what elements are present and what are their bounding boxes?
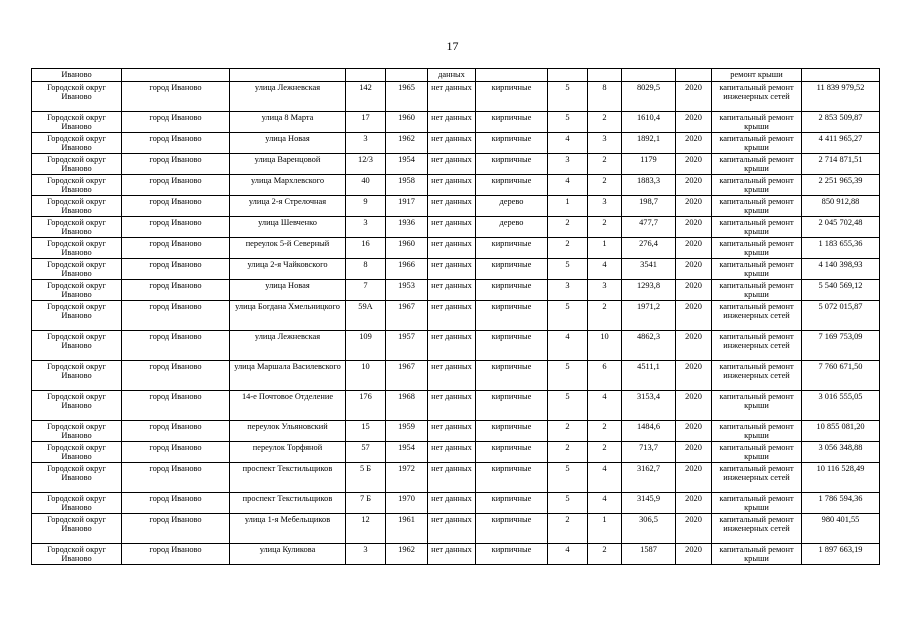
cell-floors: 5 (548, 361, 588, 391)
table-row (32, 196, 880, 217)
cell-street: улица 8 Марта (230, 112, 346, 133)
cell-floors: 4 (548, 544, 588, 565)
cell-cost: 10 116 528,49 (802, 463, 880, 493)
cell-municipality: Городской округ Иваново (32, 238, 122, 259)
cell-wall-material: кирпичные (476, 112, 548, 133)
cell-repair-year: 2020 (676, 442, 712, 463)
table-row (32, 259, 880, 280)
housing-repair-table (31, 68, 880, 565)
cell-cost: 4 411 965,27 (802, 133, 880, 154)
cell-commissioning: нет данных (428, 280, 476, 301)
cell-year-built: 1967 (386, 301, 428, 331)
cell-wall-material: дерево (476, 196, 548, 217)
cell-cost: 1 786 594,36 (802, 493, 880, 514)
cell-repair-year: 2020 (676, 493, 712, 514)
cell-settlement: город Иваново (122, 154, 230, 175)
cell-year-built: 1972 (386, 463, 428, 493)
cell-street: улица Варенцовой (230, 154, 346, 175)
cell-municipality: Городской округ Иваново (32, 301, 122, 331)
cell-commissioning: нет данных (428, 154, 476, 175)
cell-municipality: Городской округ Иваново (32, 82, 122, 112)
cell-work-type: капитальный ремонт крыши (712, 259, 802, 280)
cell-repair-year (676, 69, 712, 82)
cell-year-built: 1965 (386, 82, 428, 112)
table-row (32, 69, 880, 82)
cell-house-number: 15 (346, 421, 386, 442)
cell-street (230, 69, 346, 82)
cell-wall-material: кирпичные (476, 175, 548, 196)
cell-work-type: капитальный ремонт крыши (712, 133, 802, 154)
cell-wall-material: кирпичные (476, 421, 548, 442)
cell-area: 1484,6 (622, 421, 676, 442)
cell-settlement: город Иваново (122, 421, 230, 442)
cell-area: 4862,3 (622, 331, 676, 361)
cell-commissioning: нет данных (428, 493, 476, 514)
cell-floors: 5 (548, 112, 588, 133)
cell-cost: 2 714 871,51 (802, 154, 880, 175)
cell-repair-year: 2020 (676, 280, 712, 301)
cell-repair-year: 2020 (676, 133, 712, 154)
cell-house-number: 3 (346, 544, 386, 565)
cell-municipality: Городской округ Иваново (32, 442, 122, 463)
cell-entrances (588, 69, 622, 82)
cell-cost: 4 140 398,93 (802, 259, 880, 280)
cell-work-type: капитальный ремонт крыши (712, 280, 802, 301)
cell-repair-year: 2020 (676, 463, 712, 493)
cell-settlement (122, 69, 230, 82)
cell-street: переулок 5-й Северный (230, 238, 346, 259)
cell-repair-year: 2020 (676, 196, 712, 217)
cell-repair-year: 2020 (676, 391, 712, 421)
cell-entrances: 3 (588, 133, 622, 154)
cell-settlement: город Иваново (122, 514, 230, 544)
cell-year-built: 1958 (386, 175, 428, 196)
cell-house-number: 8 (346, 259, 386, 280)
cell-work-type: капитальный ремонт крыши (712, 421, 802, 442)
cell-municipality: Городской округ Иваново (32, 217, 122, 238)
cell-entrances: 2 (588, 421, 622, 442)
cell-year-built: 1960 (386, 238, 428, 259)
cell-municipality: Городской округ Иваново (32, 175, 122, 196)
table-row (32, 238, 880, 259)
cell-entrances: 3 (588, 280, 622, 301)
cell-year-built: 1953 (386, 280, 428, 301)
cell-work-type: капитальный ремонт инженерных сетей (712, 463, 802, 493)
cell-area: 1587 (622, 544, 676, 565)
cell-wall-material: кирпичные (476, 238, 548, 259)
cell-area: 3153,4 (622, 391, 676, 421)
cell-municipality: Городской округ Иваново (32, 112, 122, 133)
cell-area: 713,7 (622, 442, 676, 463)
cell-municipality: Иваново (32, 69, 122, 82)
cell-entrances: 2 (588, 301, 622, 331)
cell-repair-year: 2020 (676, 301, 712, 331)
cell-repair-year: 2020 (676, 421, 712, 442)
cell-floors (548, 69, 588, 82)
cell-wall-material: дерево (476, 217, 548, 238)
cell-area: 4511,1 (622, 361, 676, 391)
cell-cost: 11 839 979,52 (802, 82, 880, 112)
cell-area: 198,7 (622, 196, 676, 217)
cell-municipality: Городской округ Иваново (32, 463, 122, 493)
cell-entrances: 2 (588, 154, 622, 175)
cell-commissioning: нет данных (428, 196, 476, 217)
cell-settlement: город Иваново (122, 331, 230, 361)
cell-cost: 850 912,88 (802, 196, 880, 217)
cell-municipality: Городской округ Иваново (32, 259, 122, 280)
cell-floors: 2 (548, 514, 588, 544)
cell-entrances: 2 (588, 544, 622, 565)
cell-repair-year: 2020 (676, 175, 712, 196)
table-row (32, 421, 880, 442)
cell-street: улица Новая (230, 280, 346, 301)
cell-year-built: 1961 (386, 514, 428, 544)
cell-street: проспект Текстильщиков (230, 463, 346, 493)
table-row (32, 391, 880, 421)
cell-area: 1610,4 (622, 112, 676, 133)
table-row (32, 361, 880, 391)
cell-municipality: Городской округ Иваново (32, 391, 122, 421)
cell-house-number: 12 (346, 514, 386, 544)
table-row (32, 301, 880, 331)
table-row (32, 331, 880, 361)
cell-cost: 10 855 081,20 (802, 421, 880, 442)
cell-work-type: капитальный ремонт крыши (712, 112, 802, 133)
table-row (32, 133, 880, 154)
cell-floors: 2 (548, 238, 588, 259)
cell-house-number: 59А (346, 301, 386, 331)
cell-house-number: 17 (346, 112, 386, 133)
cell-repair-year: 2020 (676, 112, 712, 133)
cell-floors: 2 (548, 421, 588, 442)
cell-cost: 1 183 655,36 (802, 238, 880, 259)
cell-area: 3162,7 (622, 463, 676, 493)
cell-house-number: 5 Б (346, 463, 386, 493)
cell-area: 3541 (622, 259, 676, 280)
cell-house-number: 57 (346, 442, 386, 463)
cell-commissioning: нет данных (428, 175, 476, 196)
cell-commissioning: нет данных (428, 361, 476, 391)
cell-year-built: 1960 (386, 112, 428, 133)
cell-wall-material: кирпичные (476, 544, 548, 565)
cell-commissioning: нет данных (428, 391, 476, 421)
table-row (32, 463, 880, 493)
cell-repair-year: 2020 (676, 217, 712, 238)
cell-work-type: капитальный ремонт инженерных сетей (712, 514, 802, 544)
page-number: 17 (446, 39, 459, 53)
table-row (32, 280, 880, 301)
cell-work-type: капитальный ремонт инженерных сетей (712, 331, 802, 361)
cell-settlement: город Иваново (122, 82, 230, 112)
cell-street: улица Лежневская (230, 331, 346, 361)
cell-commissioning: данных (428, 69, 476, 82)
cell-commissioning: нет данных (428, 217, 476, 238)
cell-wall-material: кирпичные (476, 442, 548, 463)
table-row (32, 154, 880, 175)
cell-entrances: 4 (588, 259, 622, 280)
cell-entrances: 1 (588, 238, 622, 259)
cell-work-type: капитальный ремонт крыши (712, 391, 802, 421)
cell-municipality: Городской округ Иваново (32, 280, 122, 301)
cell-work-type: ремонт крыши (712, 69, 802, 82)
cell-floors: 2 (548, 442, 588, 463)
cell-street: улица 2-я Стрелочная (230, 196, 346, 217)
cell-repair-year: 2020 (676, 238, 712, 259)
cell-work-type: капитальный ремонт крыши (712, 238, 802, 259)
cell-floors: 2 (548, 217, 588, 238)
cell-entrances: 4 (588, 493, 622, 514)
cell-floors: 4 (548, 175, 588, 196)
cell-settlement: город Иваново (122, 544, 230, 565)
cell-year-built: 1968 (386, 391, 428, 421)
cell-street: улица Куликова (230, 544, 346, 565)
cell-repair-year: 2020 (676, 361, 712, 391)
cell-repair-year: 2020 (676, 82, 712, 112)
cell-cost: 5 072 015,87 (802, 301, 880, 331)
cell-municipality: Городской округ Иваново (32, 154, 122, 175)
cell-commissioning: нет данных (428, 442, 476, 463)
cell-wall-material: кирпичные (476, 280, 548, 301)
cell-year-built: 1970 (386, 493, 428, 514)
cell-entrances: 3 (588, 196, 622, 217)
cell-municipality: Городской округ Иваново (32, 331, 122, 361)
cell-house-number: 12/3 (346, 154, 386, 175)
cell-street: улица Лежневская (230, 82, 346, 112)
cell-work-type: капитальный ремонт крыши (712, 196, 802, 217)
cell-work-type: капитальный ремонт крыши (712, 442, 802, 463)
cell-work-type: капитальный ремонт инженерных сетей (712, 361, 802, 391)
cell-area: 1179 (622, 154, 676, 175)
cell-year-built: 1966 (386, 259, 428, 280)
cell-year-built: 1954 (386, 442, 428, 463)
cell-settlement: город Иваново (122, 493, 230, 514)
cell-settlement: город Иваново (122, 280, 230, 301)
cell-house-number: 142 (346, 82, 386, 112)
cell-repair-year: 2020 (676, 331, 712, 361)
cell-commissioning: нет данных (428, 331, 476, 361)
cell-wall-material: кирпичные (476, 391, 548, 421)
cell-settlement: город Иваново (122, 391, 230, 421)
cell-year-built: 1962 (386, 544, 428, 565)
cell-entrances: 2 (588, 217, 622, 238)
cell-house-number: 7 (346, 280, 386, 301)
cell-wall-material: кирпичные (476, 463, 548, 493)
cell-wall-material: кирпичные (476, 514, 548, 544)
table-row (32, 175, 880, 196)
cell-floors: 5 (548, 82, 588, 112)
cell-wall-material: кирпичные (476, 493, 548, 514)
cell-entrances: 6 (588, 361, 622, 391)
cell-area: 276,4 (622, 238, 676, 259)
cell-cost: 1 897 663,19 (802, 544, 880, 565)
cell-year-built: 1967 (386, 361, 428, 391)
cell-year-built: 1917 (386, 196, 428, 217)
table-row (32, 514, 880, 544)
cell-area: 1883,3 (622, 175, 676, 196)
cell-settlement: город Иваново (122, 361, 230, 391)
cell-house-number: 109 (346, 331, 386, 361)
table-row (32, 112, 880, 133)
cell-work-type: капитальный ремонт инженерных сетей (712, 82, 802, 112)
cell-commissioning: нет данных (428, 421, 476, 442)
cell-street: улица 1-я Мебельщиков (230, 514, 346, 544)
cell-wall-material: кирпичные (476, 361, 548, 391)
cell-commissioning: нет данных (428, 301, 476, 331)
cell-settlement: город Иваново (122, 301, 230, 331)
cell-wall-material (476, 69, 548, 82)
cell-entrances: 2 (588, 175, 622, 196)
cell-municipality: Городской округ Иваново (32, 421, 122, 442)
cell-house-number: 176 (346, 391, 386, 421)
cell-area: 1293,8 (622, 280, 676, 301)
cell-municipality: Городской округ Иваново (32, 544, 122, 565)
cell-commissioning: нет данных (428, 133, 476, 154)
cell-cost: 980 401,55 (802, 514, 880, 544)
cell-repair-year: 2020 (676, 544, 712, 565)
cell-entrances: 8 (588, 82, 622, 112)
cell-floors: 1 (548, 196, 588, 217)
cell-street: улица Новая (230, 133, 346, 154)
cell-area: 306,5 (622, 514, 676, 544)
cell-settlement: город Иваново (122, 112, 230, 133)
cell-municipality: Городской округ Иваново (32, 361, 122, 391)
cell-cost: 3 056 348,88 (802, 442, 880, 463)
cell-area: 8029,5 (622, 82, 676, 112)
cell-area (622, 69, 676, 82)
cell-floors: 5 (548, 493, 588, 514)
cell-repair-year: 2020 (676, 514, 712, 544)
cell-cost: 2 045 702,48 (802, 217, 880, 238)
cell-house-number: 3 (346, 133, 386, 154)
cell-street: улица 2-я Чайковского (230, 259, 346, 280)
cell-street: улица Мархлевского (230, 175, 346, 196)
cell-street: 14-е Почтовое Отделение (230, 391, 346, 421)
cell-wall-material: кирпичные (476, 259, 548, 280)
cell-entrances: 1 (588, 514, 622, 544)
cell-work-type: капитальный ремонт инженерных сетей (712, 301, 802, 331)
cell-area: 1971,2 (622, 301, 676, 331)
cell-municipality: Городской округ Иваново (32, 514, 122, 544)
cell-work-type: капитальный ремонт крыши (712, 175, 802, 196)
cell-house-number (346, 69, 386, 82)
table-row (32, 217, 880, 238)
cell-entrances: 2 (588, 442, 622, 463)
cell-cost: 2 853 509,87 (802, 112, 880, 133)
cell-year-built: 1957 (386, 331, 428, 361)
cell-street: улица Маршала Василевского (230, 361, 346, 391)
cell-wall-material: кирпичные (476, 331, 548, 361)
cell-year-built: 1962 (386, 133, 428, 154)
cell-cost: 7 169 753,09 (802, 331, 880, 361)
cell-floors: 4 (548, 331, 588, 361)
cell-entrances: 4 (588, 391, 622, 421)
cell-municipality: Городской округ Иваново (32, 133, 122, 154)
cell-floors: 4 (548, 133, 588, 154)
table-row (32, 493, 880, 514)
cell-wall-material: кирпичные (476, 154, 548, 175)
cell-cost: 2 251 965,39 (802, 175, 880, 196)
cell-house-number: 40 (346, 175, 386, 196)
cell-commissioning: нет данных (428, 112, 476, 133)
cell-commissioning: нет данных (428, 463, 476, 493)
cell-cost: 7 760 671,50 (802, 361, 880, 391)
cell-municipality: Городской округ Иваново (32, 196, 122, 217)
cell-work-type: капитальный ремонт крыши (712, 544, 802, 565)
cell-cost: 5 540 569,12 (802, 280, 880, 301)
cell-cost: 3 016 555,05 (802, 391, 880, 421)
cell-entrances: 4 (588, 463, 622, 493)
cell-area: 3145,9 (622, 493, 676, 514)
cell-floors: 3 (548, 280, 588, 301)
cell-settlement: город Иваново (122, 238, 230, 259)
cell-settlement: город Иваново (122, 259, 230, 280)
cell-house-number: 7 Б (346, 493, 386, 514)
cell-settlement: город Иваново (122, 217, 230, 238)
cell-wall-material: кирпичные (476, 301, 548, 331)
cell-year-built: 1959 (386, 421, 428, 442)
cell-year-built (386, 69, 428, 82)
cell-entrances: 10 (588, 331, 622, 361)
cell-municipality: Городской округ Иваново (32, 493, 122, 514)
cell-work-type: капитальный ремонт крыши (712, 154, 802, 175)
cell-street: переулок Торфяной (230, 442, 346, 463)
cell-settlement: город Иваново (122, 175, 230, 196)
cell-commissioning: нет данных (428, 259, 476, 280)
cell-street: проспект Текстильщиков (230, 493, 346, 514)
cell-repair-year: 2020 (676, 259, 712, 280)
cell-commissioning: нет данных (428, 544, 476, 565)
cell-work-type: капитальный ремонт крыши (712, 493, 802, 514)
table-row (32, 82, 880, 112)
cell-settlement: город Иваново (122, 133, 230, 154)
cell-area: 1892,1 (622, 133, 676, 154)
cell-commissioning: нет данных (428, 514, 476, 544)
cell-street: улица Богдана Хмельницкого (230, 301, 346, 331)
cell-commissioning: нет данных (428, 82, 476, 112)
cell-floors: 5 (548, 301, 588, 331)
cell-floors: 5 (548, 391, 588, 421)
cell-cost (802, 69, 880, 82)
cell-commissioning: нет данных (428, 238, 476, 259)
cell-house-number: 3 (346, 217, 386, 238)
cell-floors: 5 (548, 259, 588, 280)
cell-entrances: 2 (588, 112, 622, 133)
table-row (32, 442, 880, 463)
cell-house-number: 9 (346, 196, 386, 217)
cell-street: улица Шевченко (230, 217, 346, 238)
cell-wall-material: кирпичные (476, 82, 548, 112)
cell-settlement: город Иваново (122, 463, 230, 493)
cell-street: переулок Ульяновский (230, 421, 346, 442)
table-row (32, 544, 880, 565)
cell-work-type: капитальный ремонт крыши (712, 217, 802, 238)
cell-wall-material: кирпичные (476, 133, 548, 154)
cell-house-number: 10 (346, 361, 386, 391)
cell-year-built: 1936 (386, 217, 428, 238)
cell-house-number: 16 (346, 238, 386, 259)
cell-settlement: город Иваново (122, 196, 230, 217)
cell-floors: 5 (548, 463, 588, 493)
cell-repair-year: 2020 (676, 154, 712, 175)
cell-floors: 3 (548, 154, 588, 175)
cell-settlement: город Иваново (122, 442, 230, 463)
cell-year-built: 1954 (386, 154, 428, 175)
cell-area: 477,7 (622, 217, 676, 238)
